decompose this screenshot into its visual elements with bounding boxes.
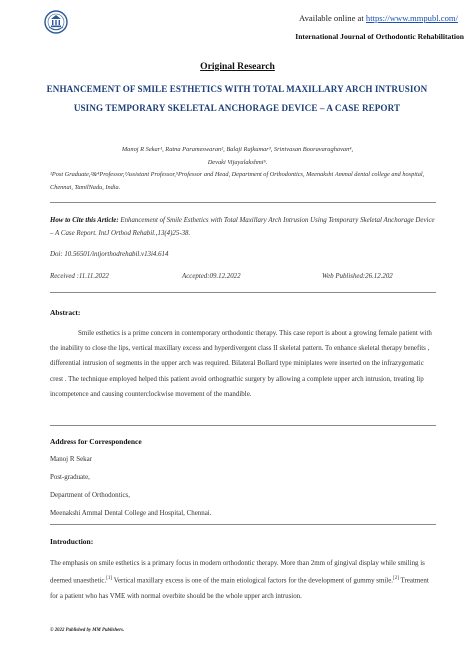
article-type-label: Original Research <box>200 61 275 72</box>
divider-dates <box>50 292 436 293</box>
citation-text: Enhancement of Smile Esthetics with Total Maxillary Arch Intrusion Using Temporary Skeletal Anchorage Device – A Case Report. IntJ Orthod Rehabil.,13(4)25-38. <box>50 217 435 237</box>
divider-top <box>50 202 436 203</box>
journal-name: International Journal of Orthodontic Rehabilitation <box>295 32 464 41</box>
citation-block <box>50 214 435 240</box>
author-line-1: Manoj R Sekar¹, Ratna Parameswaran², Balaji Rajkumar³, Srinivasan Booravaraghavan⁴, <box>121 146 354 153</box>
introduction-text <box>50 556 435 604</box>
reference-1[interactable]: [1] <box>106 576 113 582</box>
availability-prefix: Available online at <box>299 13 366 23</box>
divider-correspondence <box>50 524 436 525</box>
published-date: Web Published:26.12.202 <box>322 273 393 280</box>
divider-abstract <box>50 425 436 426</box>
correspondence-heading: Address for Correspondence <box>50 437 142 446</box>
correspondence-role: Post-graduate, <box>50 473 90 481</box>
abstract-text: Smile esthetics is a prime concern in contemporary orthodontic therapy. This case report is about a growing female patient with the inability to close the lips, vertical maxillary excess and hyperdivergent class II skeletal pattern. To enhance skeletal therapy benefits , differential intrusion of segments in the upper arch was required. Bilateral Bollard type miniplates were inserted on the infrazygomatic crest . The technique employed helped this patient avoid orthognathic surgery by allowing a complete upper arch intrusion, treating lip incompetence and causing counterclockwise movement of the mandible. <box>50 329 432 398</box>
availability-line <box>0 13 458 23</box>
abstract-heading: Abstract: <box>50 308 81 317</box>
reference-2[interactable]: [2] <box>393 576 399 582</box>
correspondence-name: Manoj R Sekar <box>50 455 93 463</box>
article-title: ENHANCEMENT OF SMILE ESTHETICS WITH TOTAL MAXILLARY ARCH INTRUSION USING TEMPORARY SKELETAL ANCHORAGE DEVICE – A CASE REPORT <box>46 84 428 113</box>
author-list <box>0 143 475 169</box>
author-line-2: Devaki Vijayalakshmi⁵. <box>207 159 268 166</box>
author-affiliation: ¹Post Graduate,²&⁴Professor,³Assistant Professor,⁵Professor and Head, Department of Orthodontics, Meenakshi Ammal dental college and hospital, Chennai, TamilNadu, India. <box>50 171 425 191</box>
copyright-notice: © 2022 Published by MM Publishers. <box>50 628 125 633</box>
publisher-url-link[interactable]: https://www.mmpubl.com/ <box>365 13 458 23</box>
received-date: Received :11.11.2022 <box>50 273 109 280</box>
introduction-heading: Introduction: <box>50 537 94 546</box>
doi-line: Doi: 10.56501/intjorthodrehabil.v13i4.614 <box>50 251 169 258</box>
citation-label: How to Cite this Article: <box>50 217 119 224</box>
introduction-part-1: The emphasis on smile esthetics is a primary focus in modern orthodontic therapy. More than 2mm of gingival display while smiling is deemed unaesthetic. <box>50 559 425 585</box>
introduction-part-2: Vertical maxillary excess is one of the main etiological factors for the development of gummy smile. <box>112 576 394 585</box>
correspondence-institution: Meenakshi Ammal Dental College and Hospital, Chennai. <box>50 509 212 517</box>
introduction-part-3: Treatment for a patient who has VME with normal overbite should be the whole upper arch intrusion. <box>50 576 429 600</box>
correspondence-department: Department of Orthodontics, <box>50 491 130 499</box>
accepted-date: Accepted:09.12.2022 <box>182 273 241 280</box>
